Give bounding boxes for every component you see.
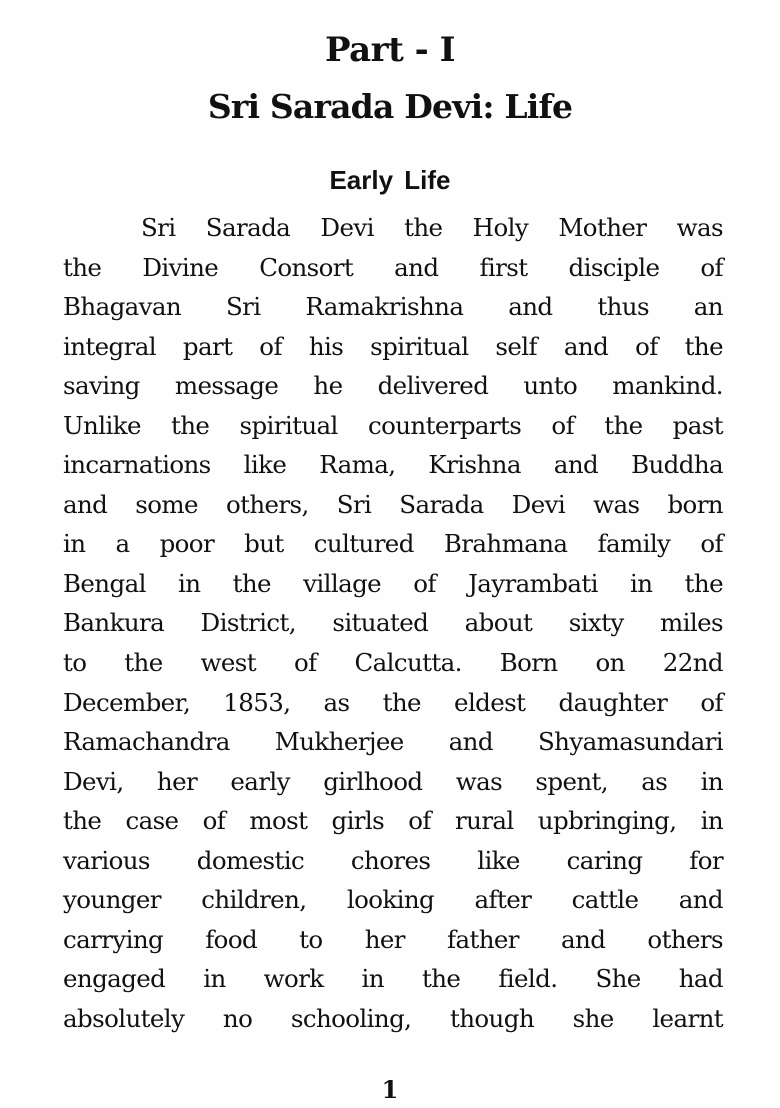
body-line: various domestic chores like caring for [63,845,723,875]
body-line: Unlike the spiritual counterparts of the past [63,410,723,440]
body-line: the Divine Consort and first disciple of [63,252,723,282]
body-line: and some others, Sri Sarada Devi was born [63,489,723,519]
body-line: engaged in work in the field. She had [63,964,723,994]
body-line: December, 1853, as the eldest daughter of [63,687,723,717]
body-line: in a poor but cultured Brahmana family of [63,529,723,559]
body-line: Ramachandra Mukherjee and Shyamasundari [63,727,723,757]
body-line: Devi, her early girlhood was spent, as in [63,766,723,796]
body-text [63,208,723,1038]
body-line: Bhagavan Sri Ramakrishna and thus an [63,292,723,322]
body-line: the case of most girls of rural upbringing, in [63,806,723,836]
part-title: Part - I [325,30,455,70]
body-line: younger children, looking after cattle and [63,885,723,915]
body-line: saving message he delivered unto mankind. [63,371,723,401]
body-line: incarnations like Rama, Krishna and Buddha [63,450,723,480]
chapter-title: Sri Sarada Devi: Life [207,87,573,126]
body-line: Bengal in the village of Jayrambati in the [63,568,723,598]
body-line: Sri Sarada Devi the Holy Mother was [141,213,723,242]
page-number: 1 [381,1075,399,1104]
body-line: absolutely no schooling, though she learnt [63,1003,723,1033]
section-heading: Early Life [329,165,451,195]
body-line: Bankura District, situated about sixty miles [63,608,723,638]
body-line: to the west of Calcutta. Born on 22nd [63,648,723,678]
body-line: integral part of his spiritual self and of the [63,331,723,361]
body-line: carrying food to her father and others [63,924,723,954]
